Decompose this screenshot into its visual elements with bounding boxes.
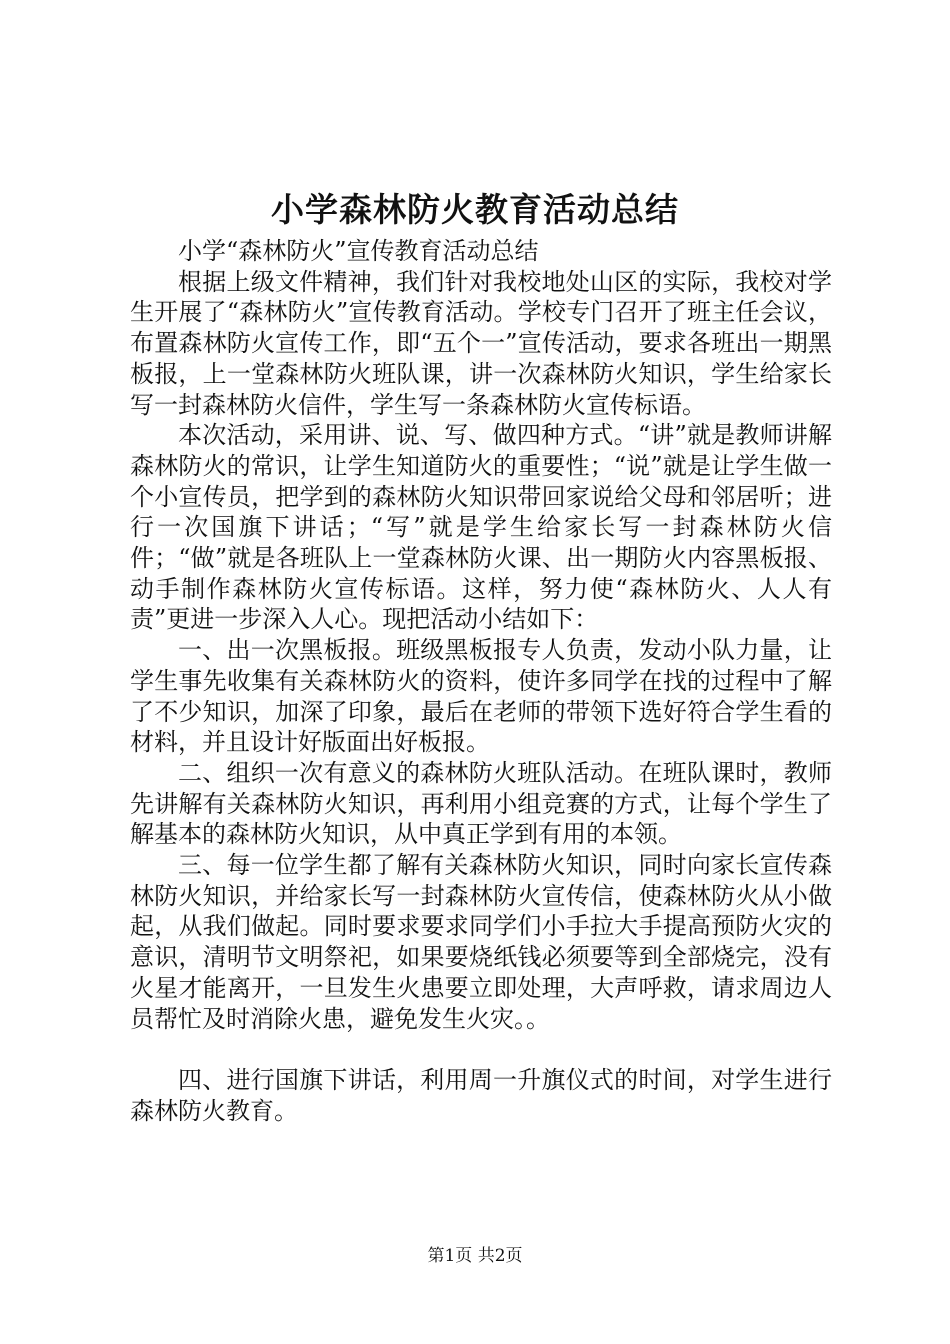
item-1-paragraph: 一、出一次黑板报。班级黑板报专人负责，发动小队力量，让学生事先收集有关森林防火的资料，使许多同学在找的过程中了解了不少知识，加深了印象，最后在老师的带领下选好符合学生看的材料，并且设计好版面出好板报。 [130,636,832,757]
subtitle-paragraph: 小学“森林防火”宣传教育活动总结 [178,237,539,265]
item-3-paragraph: 三、每一位学生都了解有关森林防火知识，同时向家长宣传森林防火知识，并给家长写一封森林防火宣传信，使森林防火从小做起，从我们做起。同时要求要求同学们小手拉大手提高预防火灾的意识，清明节文明祭祀，如果要烧纸钱必须要等到全部烧完，没有火星才能离开，一旦发生火患要立即处理，大声呼救，请求周边人员帮忙及时消除火患，避免发生火灾。。 [130,851,832,1033]
page-footer: 第1页 共2页 [427,1246,523,1266]
paragraph-spacer [130,1034,832,1065]
intro-paragraph: 根据上级文件精神，我们针对我校地处山区的实际，我校对学生开展了“森林防火”宣传教育活动。学校专门召开了班主任会议，布置森林防火宣传工作，即“五个一”宣传活动，要求各班出一期黑板报，上一堂森林防火班队课，讲一次森林防火知识，学生给家长写一封森林防火信件，学生写一条森林防火宣传标语。 [130,267,832,419]
document-title: 小学森林防火教育活动总结 [271,190,679,229]
item-2-paragraph: 二、组织一次有意义的森林防火班队活动。在班队课时，教师先讲解有关森林防火知识，再利用小组竞赛的方式，让每个学生了解基本的森林防火知识，从中真正学到有用的本领。 [130,758,832,849]
methods-paragraph: 本次活动，采用讲、说、写、做四种方式。“讲”就是教师讲解森林防火的常识，让学生知道防火的重要性；“说”就是让学生做一个小宣传员，把学到的森林防火知识带回家说给父母和邻居听；进行一次国旗下讲话；“写”就是学生给家长写一封森林防火信件；“做”就是各班队上一堂森林防火课、出一期防火内容黑板报、动手制作森林防火宣传标语。这样，努力使“森林防火、人人有责”更进一步深入人心。现把活动小结如下： [130,421,832,634]
item-4-paragraph: 四、进行国旗下讲话，利用周一升旗仪式的时间，对学生进行森林防火教育。 [130,1065,832,1125]
document-body [130,236,832,1126]
